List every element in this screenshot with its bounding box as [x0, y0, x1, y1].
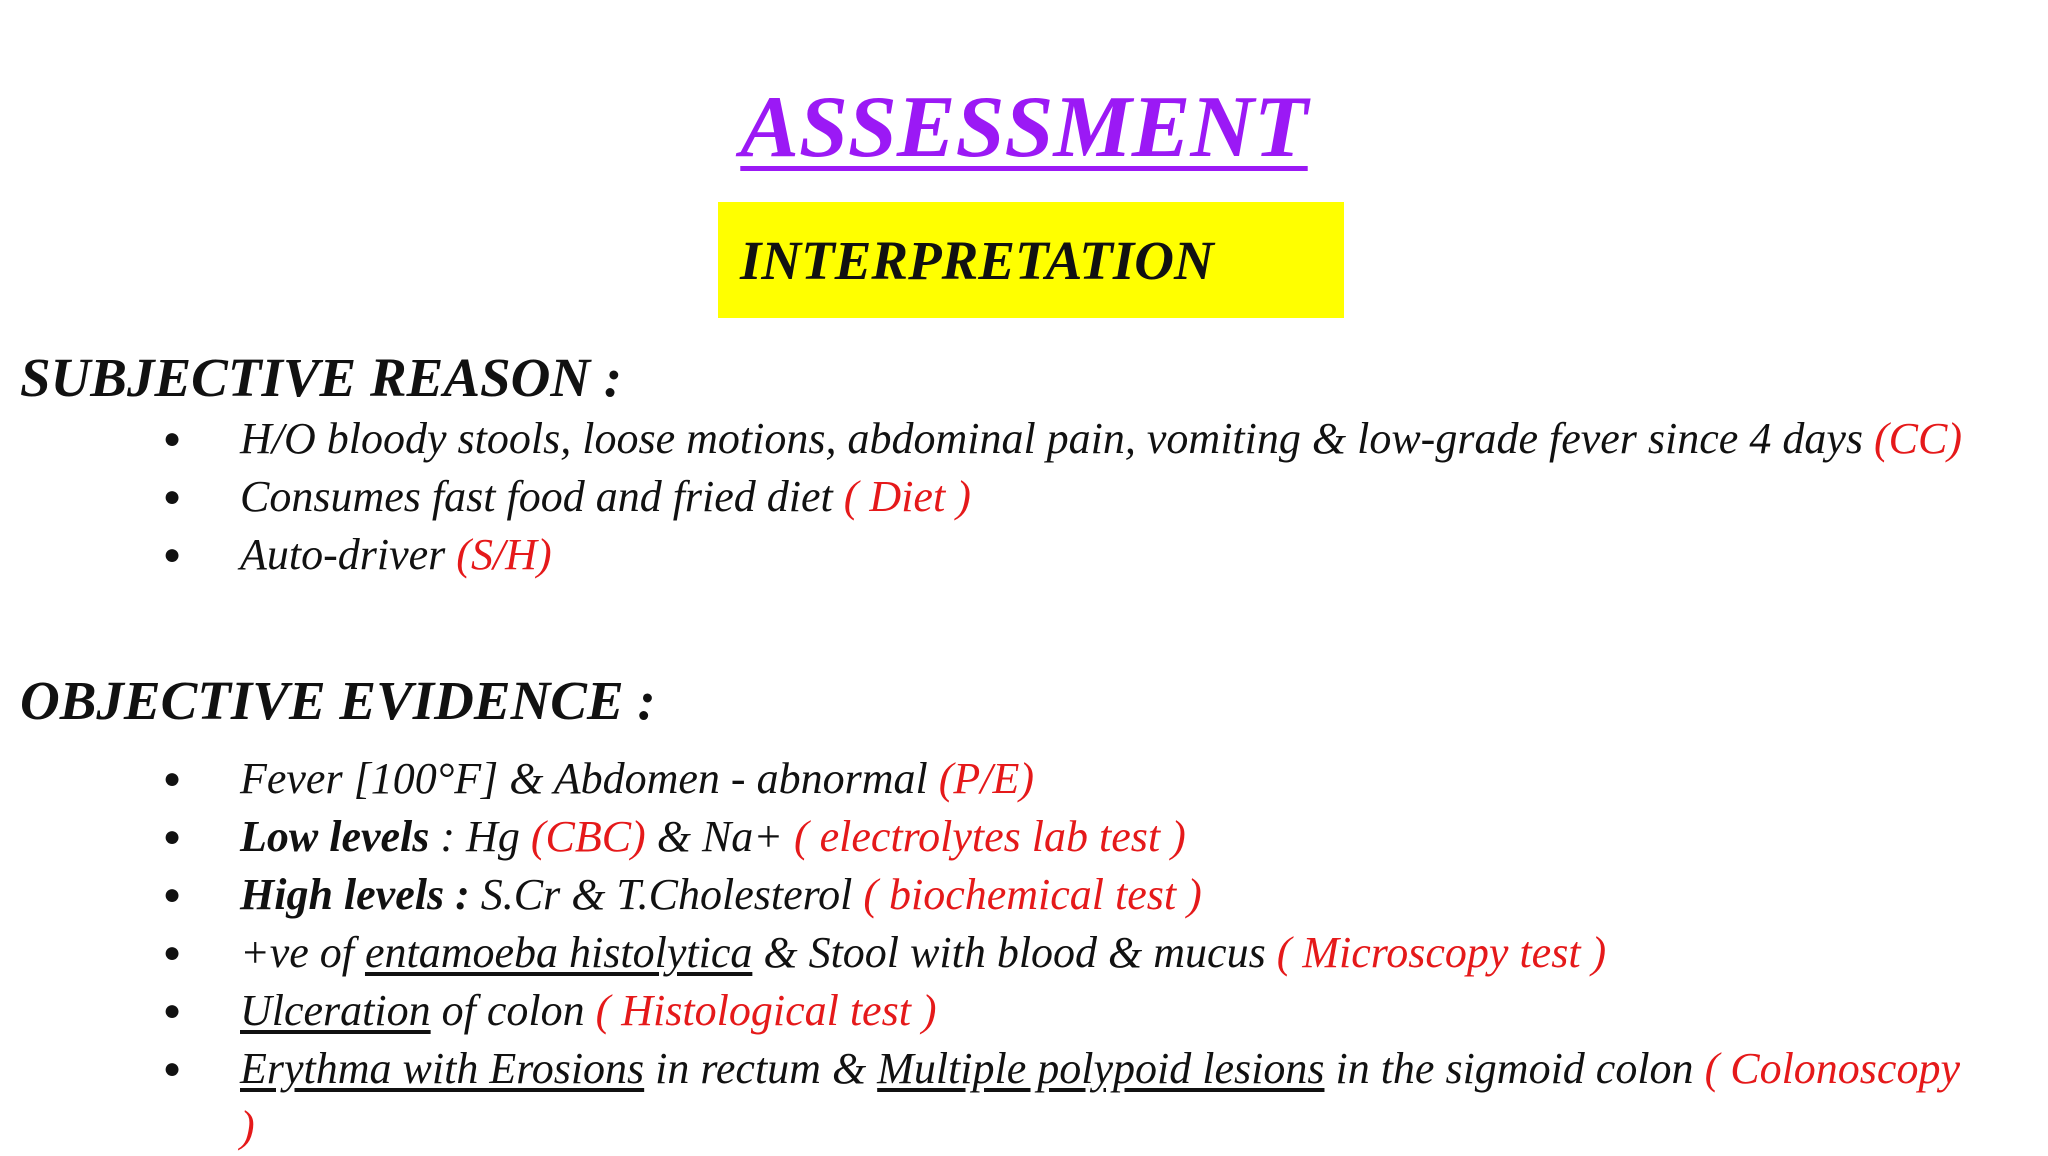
- bullet-icon: ●: [163, 1052, 182, 1085]
- erythema-term: Erythma with Erosions: [240, 1044, 645, 1093]
- source-tag: ( Histological test ): [595, 986, 937, 1035]
- source-tag: ( electrolytes lab test ): [793, 812, 1186, 861]
- ulceration-term: Ulceration: [240, 986, 431, 1035]
- bullet-icon: ●: [163, 480, 182, 513]
- source-tag: ( Diet ): [843, 472, 971, 521]
- polypoid-term: Multiple polypoid lesions: [877, 1044, 1325, 1093]
- subjective-list: [0, 410, 2048, 584]
- interpretation-banner: [718, 202, 1344, 318]
- bullet-icon: ●: [163, 878, 182, 911]
- source-tag: ( Microscopy test ): [1276, 928, 1607, 977]
- list-item: ● Erythma with Erosions in rectum & Multiple polypoid lesions in the sigmoid colon ( Colonoscopy ): [0, 1040, 2048, 1156]
- source-tag: ( biochemical test ): [863, 870, 1202, 919]
- bullet-icon: ●: [163, 762, 182, 795]
- source-tag: (CC): [1873, 414, 1962, 463]
- list-item: ● +ve of entamoeba histolytica & Stool with blood & mucus ( Microscopy test ): [0, 924, 2048, 982]
- list-item: ● Fever [100°F] & Abdomen - abnormal (P/E): [0, 750, 2048, 808]
- organism-name: entamoeba histolytica: [364, 928, 753, 977]
- subjective-reason-heading: SUBJECTIVE REASON :: [20, 347, 623, 408]
- list-item: ● Auto-driver (S/H): [0, 526, 2048, 584]
- source-tag: (P/E): [938, 754, 1034, 803]
- list-item: ● Low levels : Hg (CBC) & Na+ ( electrolytes lab test ): [0, 808, 2048, 866]
- objective-evidence-heading: OBJECTIVE EVIDENCE :: [20, 670, 656, 731]
- page-title: ASSESSMENT: [740, 79, 1308, 176]
- bullet-icon: ●: [163, 538, 182, 571]
- list-item: ● H/O bloody stools, loose motions, abdominal pain, vomiting & low-grade fever since 4 days (CC): [0, 410, 2048, 468]
- bullet-icon: ●: [163, 936, 182, 969]
- list-item: ● Consumes fast food and fried diet ( Diet ): [0, 468, 2048, 526]
- bullet-icon: ●: [163, 422, 182, 455]
- list-item: ● High levels : S.Cr & T.Cholesterol ( biochemical test ): [0, 866, 2048, 924]
- high-levels-label: High levels :: [240, 870, 470, 919]
- low-levels-label: Low levels: [240, 812, 430, 861]
- list-item: ● Ulceration of colon ( Histological test ): [0, 982, 2048, 1040]
- source-tag: (CBC): [530, 812, 646, 861]
- bullet-icon: ●: [163, 994, 182, 1027]
- interpretation-label: INTERPRETATION: [740, 229, 1214, 291]
- bullet-icon: ●: [163, 820, 182, 853]
- source-tag: (S/H): [456, 530, 552, 579]
- objective-list: [0, 750, 2048, 1156]
- source-tag: ( Colonoscopy ): [240, 1044, 1960, 1151]
